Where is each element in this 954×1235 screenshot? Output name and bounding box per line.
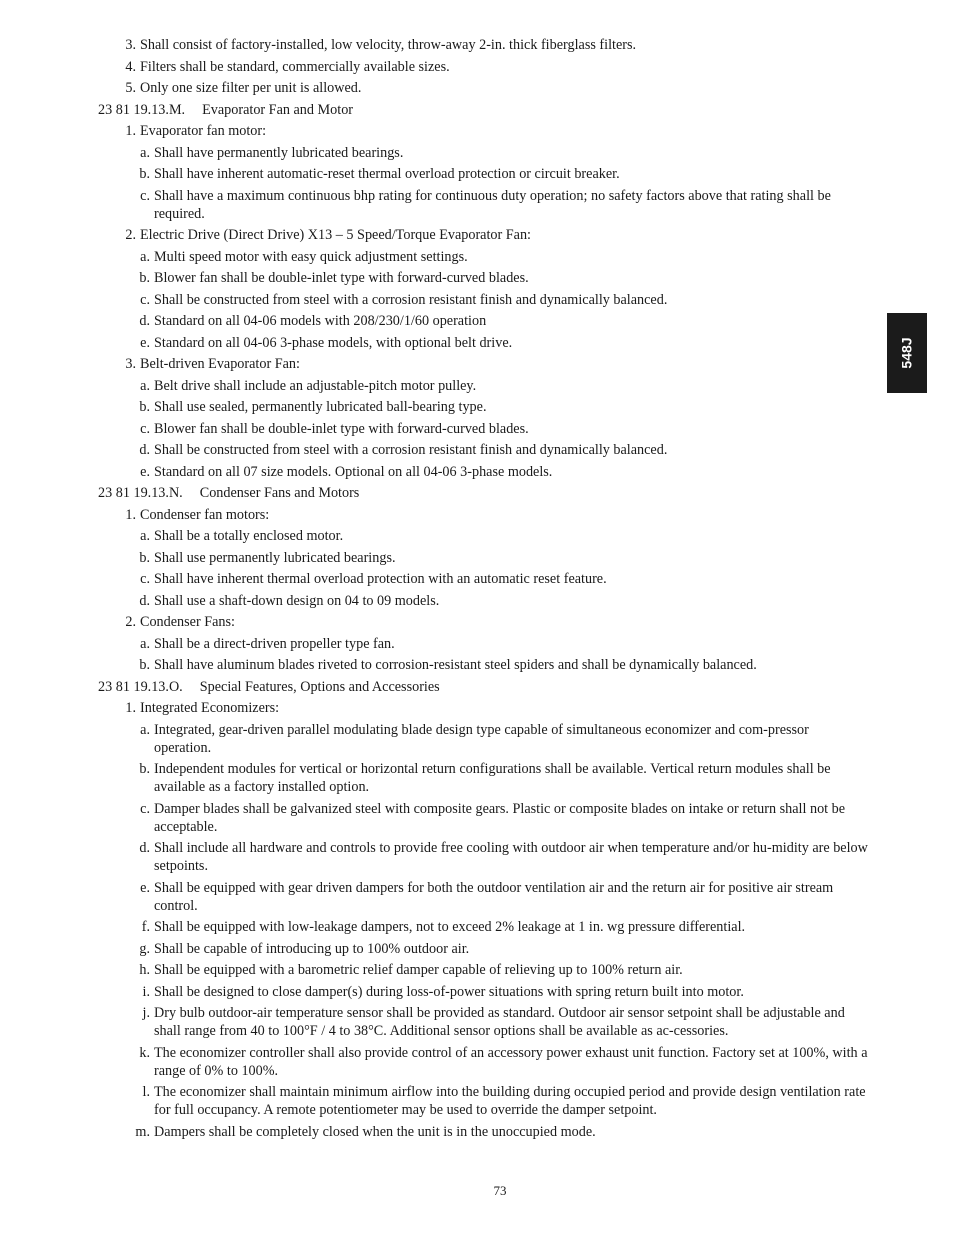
item-text: Shall be constructed from steel with a corrosion resistant finish and dynamically balanced. bbox=[154, 442, 668, 458]
item-text: Shall be a direct-driven propeller type fan. bbox=[154, 635, 395, 652]
item-marker: k. bbox=[139, 1044, 150, 1061]
item-marker: a. bbox=[140, 248, 150, 265]
item-text: Shall use sealed, permanently lubricated ball-bearing type. bbox=[154, 399, 487, 415]
lettered-item bbox=[98, 839, 868, 875]
lettered-item bbox=[98, 527, 868, 545]
item-text: Standard on all 07 size models. Optional on all 04-06 3-phase models. bbox=[154, 463, 553, 480]
item-text: Shall consist of factory-installed, low velocity, throw-away 2-in. thick fiberglass filters. bbox=[140, 37, 637, 53]
item-text: Dampers shall be completely closed when the unit is in the unoccupied mode. bbox=[154, 1123, 596, 1140]
item-marker: 5. bbox=[125, 80, 136, 96]
lettered-item bbox=[98, 721, 868, 757]
lettered-item bbox=[98, 441, 868, 459]
lettered-item bbox=[98, 398, 868, 416]
item-text: Shall have a maximum continuous bhp rating for continuous duty operation; no safety factors above that rating shall be required. bbox=[154, 187, 831, 222]
item-marker: c. bbox=[140, 420, 150, 437]
numbered-item bbox=[98, 58, 868, 76]
item-text: Blower fan shall be double-inlet type with forward-curved blades. bbox=[154, 270, 529, 286]
section-heading bbox=[98, 678, 868, 696]
section-tab-label: 548J bbox=[899, 337, 915, 369]
lettered-item bbox=[98, 1044, 868, 1080]
item-text: Shall have inherent thermal overload protection with an automatic reset feature. bbox=[154, 571, 607, 587]
item-text: Dry bulb outdoor-air temperature sensor shall be provided as standard. Outdoor air sensor setpoint shall be adjustable and shall range from 40 to 100°F / 4 to 38°C. Additional sensor options shall be available as ac-cessories. bbox=[154, 1005, 845, 1039]
item-marker: c. bbox=[140, 187, 150, 204]
lettered-item bbox=[98, 291, 868, 309]
section-title: Special Features, Options and Accessories bbox=[199, 678, 440, 695]
item-marker: f. bbox=[141, 919, 150, 935]
lettered-item bbox=[98, 983, 868, 1001]
item-marker: c. bbox=[140, 291, 150, 308]
item-text: Standard on all 04-06 models with 208/230/1/60 operation bbox=[154, 313, 487, 329]
item-text: Shall be a totally enclosed motor. bbox=[154, 528, 344, 544]
lettered-item bbox=[98, 312, 868, 330]
item-text: Shall be equipped with a barometric relief damper capable of relieving up to 100% return air. bbox=[154, 962, 683, 978]
item-text: Shall include all hardware and controls to provide free cooling with outdoor air when temperature and/or hu-midity are below setpoints. bbox=[154, 840, 868, 874]
section-title: Condenser Fans and Motors bbox=[199, 485, 360, 501]
item-marker: h. bbox=[139, 962, 150, 978]
item-text: Integrated, gear-driven parallel modulating blade design type capable of simultaneous economizer and com-pressor operation. bbox=[154, 721, 809, 756]
lettered-item bbox=[98, 187, 868, 223]
page-number: 73 bbox=[493, 1183, 507, 1198]
numbered-item bbox=[98, 613, 868, 631]
item-text: Blower fan shall be double-inlet type with forward-curved blades. bbox=[154, 420, 529, 437]
item-text: The economizer shall maintain minimum airflow into the building during occupied period and provide design ventilation rate for full occupancy. A remote potentiometer may be used to override the damper setpoint. bbox=[154, 1084, 866, 1118]
lettered-item bbox=[98, 961, 868, 979]
item-marker: d. bbox=[139, 592, 150, 609]
item-marker: e. bbox=[140, 879, 150, 896]
lettered-item bbox=[98, 463, 868, 481]
section-title: Evaporator Fan and Motor bbox=[202, 101, 354, 118]
item-text: Shall be equipped with low-leakage dampers, not to exceed 2% leakage at 1 in. wg pressure differential. bbox=[154, 919, 746, 935]
item-marker: b. bbox=[139, 166, 150, 182]
lettered-item bbox=[98, 656, 868, 674]
numbered-item bbox=[98, 699, 868, 717]
item-marker: 2. bbox=[125, 227, 136, 243]
lettered-item bbox=[98, 940, 868, 958]
lettered-item bbox=[98, 635, 868, 653]
item-marker: e. bbox=[140, 334, 150, 351]
item-marker: m. bbox=[135, 1123, 150, 1140]
lettered-item bbox=[98, 334, 868, 352]
item-marker: i. bbox=[142, 983, 150, 1000]
item-marker: b. bbox=[139, 549, 150, 566]
lettered-item bbox=[98, 1004, 868, 1040]
item-text: Condenser fan motors: bbox=[140, 506, 270, 523]
item-marker: 1. bbox=[125, 123, 136, 139]
item-text: Shall be constructed from steel with a corrosion resistant finish and dynamically balanced. bbox=[154, 291, 668, 308]
section-code: 23 81 19.13.N. bbox=[98, 485, 183, 501]
lettered-item bbox=[98, 879, 868, 915]
item-text: Shall use a shaft-down design on 04 to 09 models. bbox=[154, 592, 440, 609]
item-marker: a. bbox=[140, 528, 150, 544]
item-marker: b. bbox=[139, 270, 150, 286]
item-text: Belt drive shall include an adjustable-pitch motor pulley. bbox=[154, 377, 477, 394]
lettered-item bbox=[98, 800, 868, 836]
item-marker: g. bbox=[139, 940, 150, 957]
item-text: Shall have inherent automatic-reset thermal overload protection or circuit breaker. bbox=[154, 166, 620, 182]
numbered-item bbox=[98, 122, 868, 140]
item-text: Electric Drive (Direct Drive) X13 – 5 Speed/Torque Evaporator Fan: bbox=[140, 227, 531, 243]
numbered-item bbox=[98, 506, 868, 524]
item-text: Condenser Fans: bbox=[140, 614, 235, 630]
item-marker: 2. bbox=[125, 614, 136, 630]
section-code: 23 81 19.13.M. bbox=[98, 101, 186, 118]
section-heading bbox=[98, 484, 868, 502]
item-text: Only one size filter per unit is allowed. bbox=[140, 80, 362, 96]
lettered-item bbox=[98, 592, 868, 610]
lettered-item bbox=[98, 420, 868, 438]
lettered-item bbox=[98, 248, 868, 266]
lettered-item bbox=[98, 918, 868, 936]
item-marker: d. bbox=[139, 313, 150, 329]
item-marker: b. bbox=[139, 657, 150, 673]
spec-content bbox=[98, 36, 868, 1144]
lettered-item bbox=[98, 1083, 868, 1119]
numbered-item bbox=[98, 226, 868, 244]
numbered-item bbox=[98, 36, 868, 54]
item-marker: d. bbox=[139, 442, 150, 458]
section-tab bbox=[887, 313, 927, 393]
lettered-item bbox=[98, 1123, 868, 1141]
item-text: Evaporator fan motor: bbox=[140, 123, 267, 139]
item-text: The economizer controller shall also provide control of an accessory power exhaust unit function. Factory set at 100%, with a range of 0% to 100%. bbox=[154, 1044, 868, 1079]
item-text: Independent modules for vertical or horizontal return configurations shall be available. Vertical return modules shall be available as a factory installed option. bbox=[154, 761, 831, 795]
numbered-item bbox=[98, 79, 868, 97]
item-marker: a. bbox=[140, 721, 150, 738]
item-text: Shall use permanently lubricated bearings. bbox=[154, 549, 396, 566]
item-marker: 1. bbox=[125, 506, 136, 523]
lettered-item bbox=[98, 144, 868, 162]
item-marker: 4. bbox=[125, 58, 136, 75]
item-marker: c. bbox=[140, 800, 150, 817]
item-text: Shall be capable of introducing up to 100% outdoor air. bbox=[154, 940, 470, 957]
item-text: Multi speed motor with easy quick adjustment settings. bbox=[154, 248, 468, 265]
item-text: Standard on all 04-06 3-phase models, with optional belt drive. bbox=[154, 334, 513, 351]
item-text: Shall have permanently lubricated bearings. bbox=[154, 144, 404, 161]
lettered-item bbox=[98, 760, 868, 796]
item-marker: c. bbox=[140, 571, 150, 587]
lettered-item bbox=[98, 570, 868, 588]
item-marker: 3. bbox=[125, 356, 136, 372]
item-marker: b. bbox=[139, 761, 150, 777]
item-marker: 1. bbox=[125, 700, 136, 716]
item-marker: j. bbox=[142, 1005, 150, 1021]
item-text: Damper blades shall be galvanized steel with composite gears. Plastic or composite blades on intake or return shall not be acceptable. bbox=[154, 800, 846, 835]
item-text: Filters shall be standard, commercially available sizes. bbox=[140, 58, 450, 75]
item-text: Shall be equipped with gear driven dampers for both the outdoor ventilation air and the return air for positive air stream control. bbox=[154, 879, 834, 914]
item-marker: l. bbox=[142, 1084, 150, 1100]
item-text: Belt-driven Evaporator Fan: bbox=[140, 356, 300, 372]
lettered-item bbox=[98, 549, 868, 567]
section-code: 23 81 19.13.O. bbox=[98, 678, 183, 695]
item-marker: e. bbox=[140, 463, 150, 480]
numbered-item bbox=[98, 355, 868, 373]
item-marker: a. bbox=[140, 144, 150, 161]
lettered-item bbox=[98, 377, 868, 395]
item-marker: a. bbox=[140, 635, 150, 652]
lettered-item bbox=[98, 269, 868, 287]
item-marker: d. bbox=[139, 840, 150, 856]
item-text: Shall be designed to close damper(s) during loss-of-power situations with spring return built into motor. bbox=[154, 983, 744, 1000]
item-marker: 3. bbox=[125, 37, 136, 53]
lettered-item bbox=[98, 165, 868, 183]
item-marker: a. bbox=[140, 377, 150, 394]
item-text: Integrated Economizers: bbox=[140, 700, 280, 716]
item-text: Shall have aluminum blades riveted to corrosion-resistant steel spiders and shall be dynamically balanced. bbox=[154, 657, 757, 673]
section-heading bbox=[98, 101, 868, 119]
item-marker: b. bbox=[139, 399, 150, 415]
